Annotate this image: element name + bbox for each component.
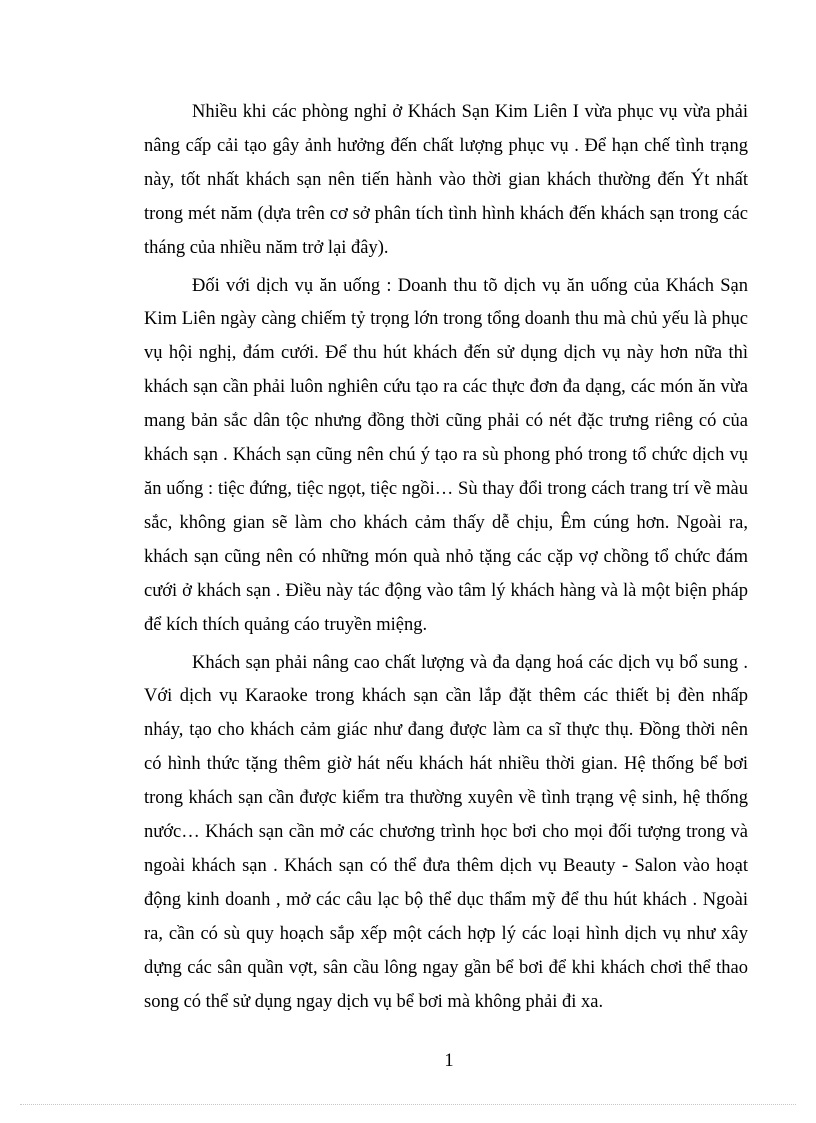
paragraph-room-upgrades: Nhiều khi các phòng nghỉ ở Khách Sạn Kim Liên I vừa phục vụ vừa phải nâng cấp cải tạo gây ảnh hưởng đến chất lượng phục vụ . Để hạn chế tình trạng này, tốt nhất khách sạn nên tiến hành vào thời gian khách thường đến Ýt nhất trong mét năm (dựa trên cơ sở phân tích tình hình khách đến khách sạn trong các tháng của nhiều năm trở lại đây). xyxy=(144,102,748,258)
body-text xyxy=(144,96,748,1023)
footer-divider xyxy=(20,1104,796,1105)
paragraph-food-services: Đối với dịch vụ ăn uống : Doanh thu tõ dịch vụ ăn uống của Khách Sạn Kim Liên ngày càng chiếm tỷ trọng lớn trong tổng doanh thu mà chủ yếu là phục vụ hội nghị, đám cưới. Để thu hút khách đến sử dụng dịch vụ này hơn nữa thì khách sạn cần phải luôn nghiên cứu tạo ra các thực đơn đa dạng, các món ăn vừa mang bản sắc dân tộc nhưng đồng thời cũng phải có nét đặc trưng riêng có của khách sạn . Khách sạn cũng nên chú ý tạo ra sù phong phó trong tổ chức dịch vụ ăn uống : tiệc đứng, tiệc ngọt, tiệc ngồi… Sù thay đổi trong cách trang trí về màu sắc, không gian sẽ làm cho khách cảm thấy dễ chịu, Êm cúng hơn. Ngoài ra, khách sạn cũng nên có những món quà nhỏ tặng các cặp vợ chồng tổ chức đám cưới ở khách sạn . Điều này tác động vào tâm lý khách hàng và là một biện pháp để kích thích quảng cáo truyền miệng. xyxy=(144,275,748,635)
paragraph-additional-services: Khách sạn phải nâng cao chất lượng và đa dạng hoá các dịch vụ bổ sung . Với dịch vụ Karaoke trong khách sạn cần lắp đặt thêm các thiết bị đèn nhấp nháy, tạo cho khách cảm giác như đang được làm ca sĩ thực thụ. Đồng thời nên có hình thức tặng thêm giờ hát nếu khách hát nhiều thời gian. Hệ thống bể bơi trong khách sạn cần được kiểm tra thường xuyên về tình trạng vệ sinh, hệ thống nước… Khách sạn cần mở các chương trình học bơi cho mọi đối tượng trong và ngoài khách sạn . Khách sạn có thể đưa thêm dịch vụ Beauty - Salon vào hoạt động kinh doanh , mở các câu lạc bộ thể dục thẩm mỹ để thu hút khách . Ngoài ra, cần có sù quy hoạch sắp xếp một cách hợp lý các loại hình dịch vụ như xây dựng các sân quần vợt, sân cầu lông ngay gần bể bơi để khi khách chơi thể thao song có thể sử dụng ngay dịch vụ bể bơi mà không phải đi xa. xyxy=(144,652,748,1012)
page-number: 1 xyxy=(444,1051,454,1071)
